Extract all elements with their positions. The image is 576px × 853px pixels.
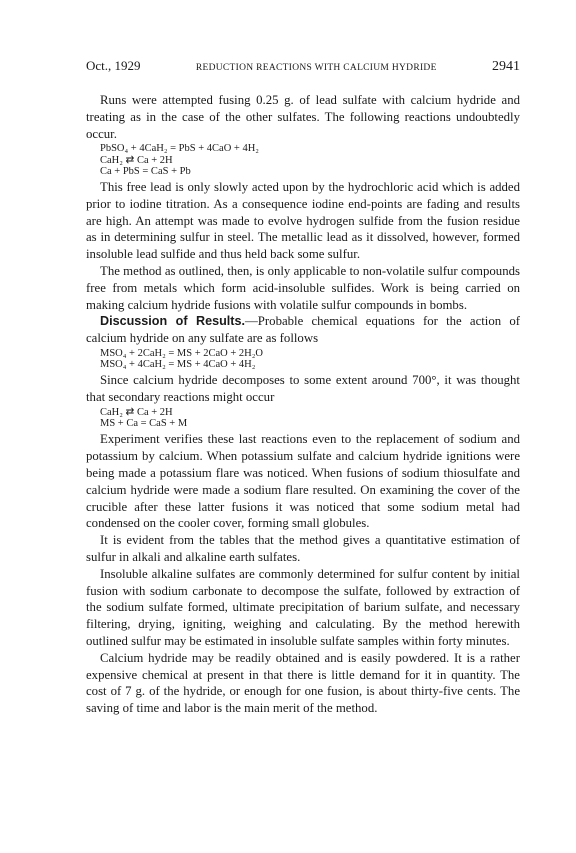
equation-group-sulfate	[86, 348, 520, 370]
paragraph-discussion-text: —Probable chemical equations for the action of calcium hydride on any sulfate are as follows	[86, 314, 520, 346]
equation-group-secondary	[86, 407, 520, 429]
paragraph-free-lead: This free lead is only slowly acted upon by the hydrochloric acid which is added prior to iodine titration. As a consequence iodine end-points are fading and results are high. An attempt was made to evolve hydrogen sulfide from the fusion residue as in determining sulfur in steel. The metallic lead as it dissolved, however, formed insoluble lead sulfide and thus held back some sulfur.	[86, 180, 520, 262]
page-number: 2941	[492, 59, 520, 74]
section-heading: Discussion of Results.	[100, 314, 245, 329]
running-header	[86, 58, 520, 75]
paragraph-lead-sulfate: Runs were attempted fusing 0.25 g. of lead sulfate with calcium hydride and treating as in the case of the other sulfates. The following reactions undoubtedly occur.	[86, 93, 520, 141]
issue-date: Oct., 1929	[86, 58, 141, 73]
paragraph-insoluble: Insoluble alkaline sulfates are commonly determined for sulfur content by initial fusion with sodium carbonate to decompose the sulfate, followed by extraction of the sodium sulfate formed, ultimate precipitation of barium sulfate, and necessary filtering, drying, igniting, weighing and calculating. By the method herewith outlined sulfur may be estimated in insoluble sulfate samples within forty minutes.	[86, 566, 520, 648]
paragraph-discussion	[86, 313, 520, 347]
paragraph-decomposition: Since calcium hydride decomposes to some extent around 700°, it was thought that secondary reactions might occur	[86, 373, 520, 405]
paragraph-experiment: Experiment verifies these last reactions even to the replacement of sodium and potassium by calcium. When potassium sulfate and calcium hydride ignitions were being made a potassium flare was noticed. When fusions of sodium thiosulfate and calcium hydride were made a sodium flare resulted. On examining the cover of the crucible after these latter fusions it was noticed that some sodium metal had condensed on the cooler cover, forming small globules.	[86, 432, 520, 531]
equation: MSO₄ + 2CaH₂ = MS + 2CaO + 2H₂O	[100, 347, 264, 359]
paragraph-calcium-hydride-cost: Calcium hydride may be readily obtained and is easily powdered. It is a rather expensive chemical at present in that there is little demand for it in quantity. The cost of 7 g. of the hydride, or enough for one fusion, is about thirty-five cents. The saving of time and labor is the main merit of the method.	[86, 650, 520, 716]
equation: PbSO₄ + 4CaH₂ = PbS + 4CaO + 4H₂	[100, 143, 259, 155]
article-body	[86, 92, 520, 717]
equation: Ca + PbS = CaS + Pb	[100, 165, 191, 177]
running-title: REDUCTION REACTIONS WITH CALCIUM HYDRIDE	[195, 63, 437, 73]
paragraph-method-applicability: The method as outlined, then, is only applicable to non-volatile sulfur compounds free from metals which form acid-insoluble sulfides. Work is being carried on making calcium hydride fusions with volatile sulfur compounds in bombs.	[86, 263, 520, 312]
equation: CaH₂ ⇄ Ca + 2H	[100, 154, 173, 166]
equation: MS + Ca = CaS + M	[100, 418, 188, 430]
equation-group-lead	[86, 143, 520, 177]
equation: CaH₂ ⇄ Ca + 2H	[100, 406, 173, 418]
paragraph-evident: It is evident from the tables that the method gives a quantitative estimation of sulfur in alkali and alkaline earth sulfates.	[86, 533, 520, 564]
equation: MSO₄ + 4CaH₂ = MS + 4CaO + 4H₂	[100, 359, 256, 371]
